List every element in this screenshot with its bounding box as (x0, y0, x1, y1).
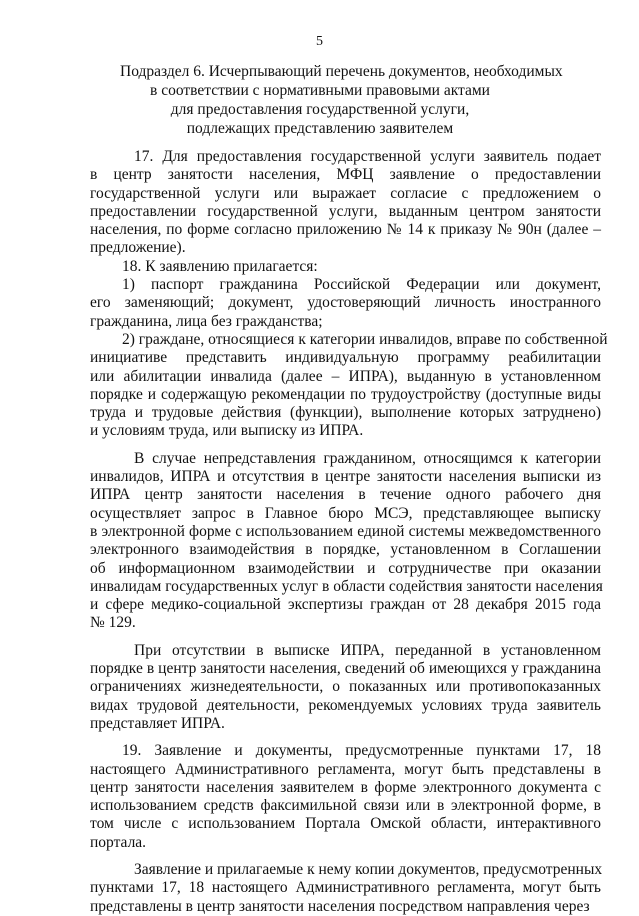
text-line: осуществляет запрос в Главное бюро МСЭ, представляющее выписку (90, 504, 601, 522)
paragraph-spacer (90, 633, 601, 642)
text-line: Заявление и прилагаемые к нему копии документов, предусмотренных (134, 860, 603, 878)
text-line: в центр занятости населения, МФЦ заявление о предоставлении (90, 166, 601, 184)
paragraph (90, 450, 601, 633)
paragraph (90, 330, 608, 441)
text-line: использованием средств факсимильной связи или в электронной форме, в (90, 797, 601, 815)
text-line: в электронной форме с использованием единой системы межведомственного (90, 522, 601, 540)
text-line: том числе с использованием Портала Омской области, интерактивного (90, 815, 601, 833)
text-line: труда и трудовые действия (функции), выполнение которых затруднено) (90, 404, 601, 422)
text-line: настоящего Административного регламента, могут быть представлены в (90, 760, 601, 778)
text-line: предоставлении государственной услуги, выданным центром занятости (90, 202, 601, 220)
paragraph-spacer (90, 733, 601, 742)
paragraph (90, 742, 601, 852)
text-line: порядке в центр занятости населения, сведений об имеющихся у гражданина (90, 660, 601, 678)
paragraph (90, 258, 601, 276)
heading-line: в соответствии с нормативными правовыми актами (150, 82, 490, 99)
text-line: 17. Для предоставления государственной услуги заявитель подает (134, 148, 601, 165)
text-line: государственной услуги или выражает согласие с предложением о (90, 184, 601, 202)
text-line: № 129. (90, 614, 136, 632)
text-line: электронного взаимодействия в порядке, установленном в Соглашении (90, 541, 601, 559)
text-line: или абилитации инвалида (далее – ИПРА), выданную в установленном (90, 367, 601, 385)
paragraph (90, 642, 601, 733)
subsection-heading (120, 62, 563, 138)
text-line: порядке и содержащую рекомендации по трудоустройству (доступные виды (90, 385, 601, 403)
text-line: видах трудовой деятельности, рекомендуемых условиях труда заявитель (90, 696, 601, 714)
paragraph (90, 861, 601, 916)
text-line: гражданина, лица без гражданства; (90, 312, 323, 330)
paragraph (90, 276, 601, 331)
text-line: 18. К заявлению прилагается: (122, 257, 318, 275)
text-line: предложение). (90, 239, 186, 257)
heading-line: Подраздел 6. Исчерпывающий перечень документов, необходимых (120, 63, 563, 80)
text-line: об информационном взаимодействии и сотрудничестве при оказании (90, 559, 601, 577)
text-line: представляет ИПРА. (90, 714, 225, 732)
text-line: населения, по форме согласно приложению № 14 к приказу № 90н (далее – (90, 221, 601, 239)
text-line: инвалидам государственных услуг в области содействия занятости населения (90, 577, 603, 595)
text-line: и сфере медико-социальной экспертизы граждан от 28 декабря 2015 года (90, 596, 601, 614)
paragraph-spacer (90, 441, 601, 450)
text-line: центр занятости населения заявителем в форме электронного документа с (90, 778, 601, 796)
heading-line: подлежащих представлению заявителем (186, 120, 454, 137)
document-body (90, 148, 608, 916)
text-line: 19. Заявление и документы, предусмотренные пунктами 17, 18 (122, 742, 601, 760)
paragraph-spacer (90, 852, 601, 861)
text-line: представлены в центр занятости населения посредством направления через (90, 897, 590, 915)
text-line: портала. (90, 833, 147, 851)
text-line: и условиям труда, или выписку из ИПРА. (90, 422, 364, 440)
text-line: 2) граждане, относящиеся к категории инвалидов, вправе по собственной (122, 330, 608, 348)
text-line: ИПРА центр занятости населения в течение одного рабочего дня (90, 486, 601, 504)
heading-line: для предоставления государственной услуги, (170, 101, 470, 118)
text-line: В случае непредставления гражданином, относящимся к категории (134, 449, 601, 467)
text-line: его заменяющий; документ, удостоверяющий личность иностранного (90, 294, 601, 312)
text-line: При отсутствии в выписке ИПРА, переданной в установленном (134, 641, 601, 659)
text-line: 1) паспорт гражданина Российской Федерации или документ, (122, 276, 601, 294)
text-line: инициативе представить индивидуальную программу реабилитации (90, 349, 601, 367)
paragraph (90, 148, 601, 258)
text-line: пунктами 17, 18 настоящего Административного регламента, могут быть (90, 879, 601, 897)
text-line: ограничениях жизнедеятельности, о показанных или противопоказанных (90, 678, 601, 696)
text-line: инвалидов, ИПРА и отсутствия в центре занятости населения выписки из (90, 468, 601, 486)
page-number: 5 (316, 34, 323, 49)
